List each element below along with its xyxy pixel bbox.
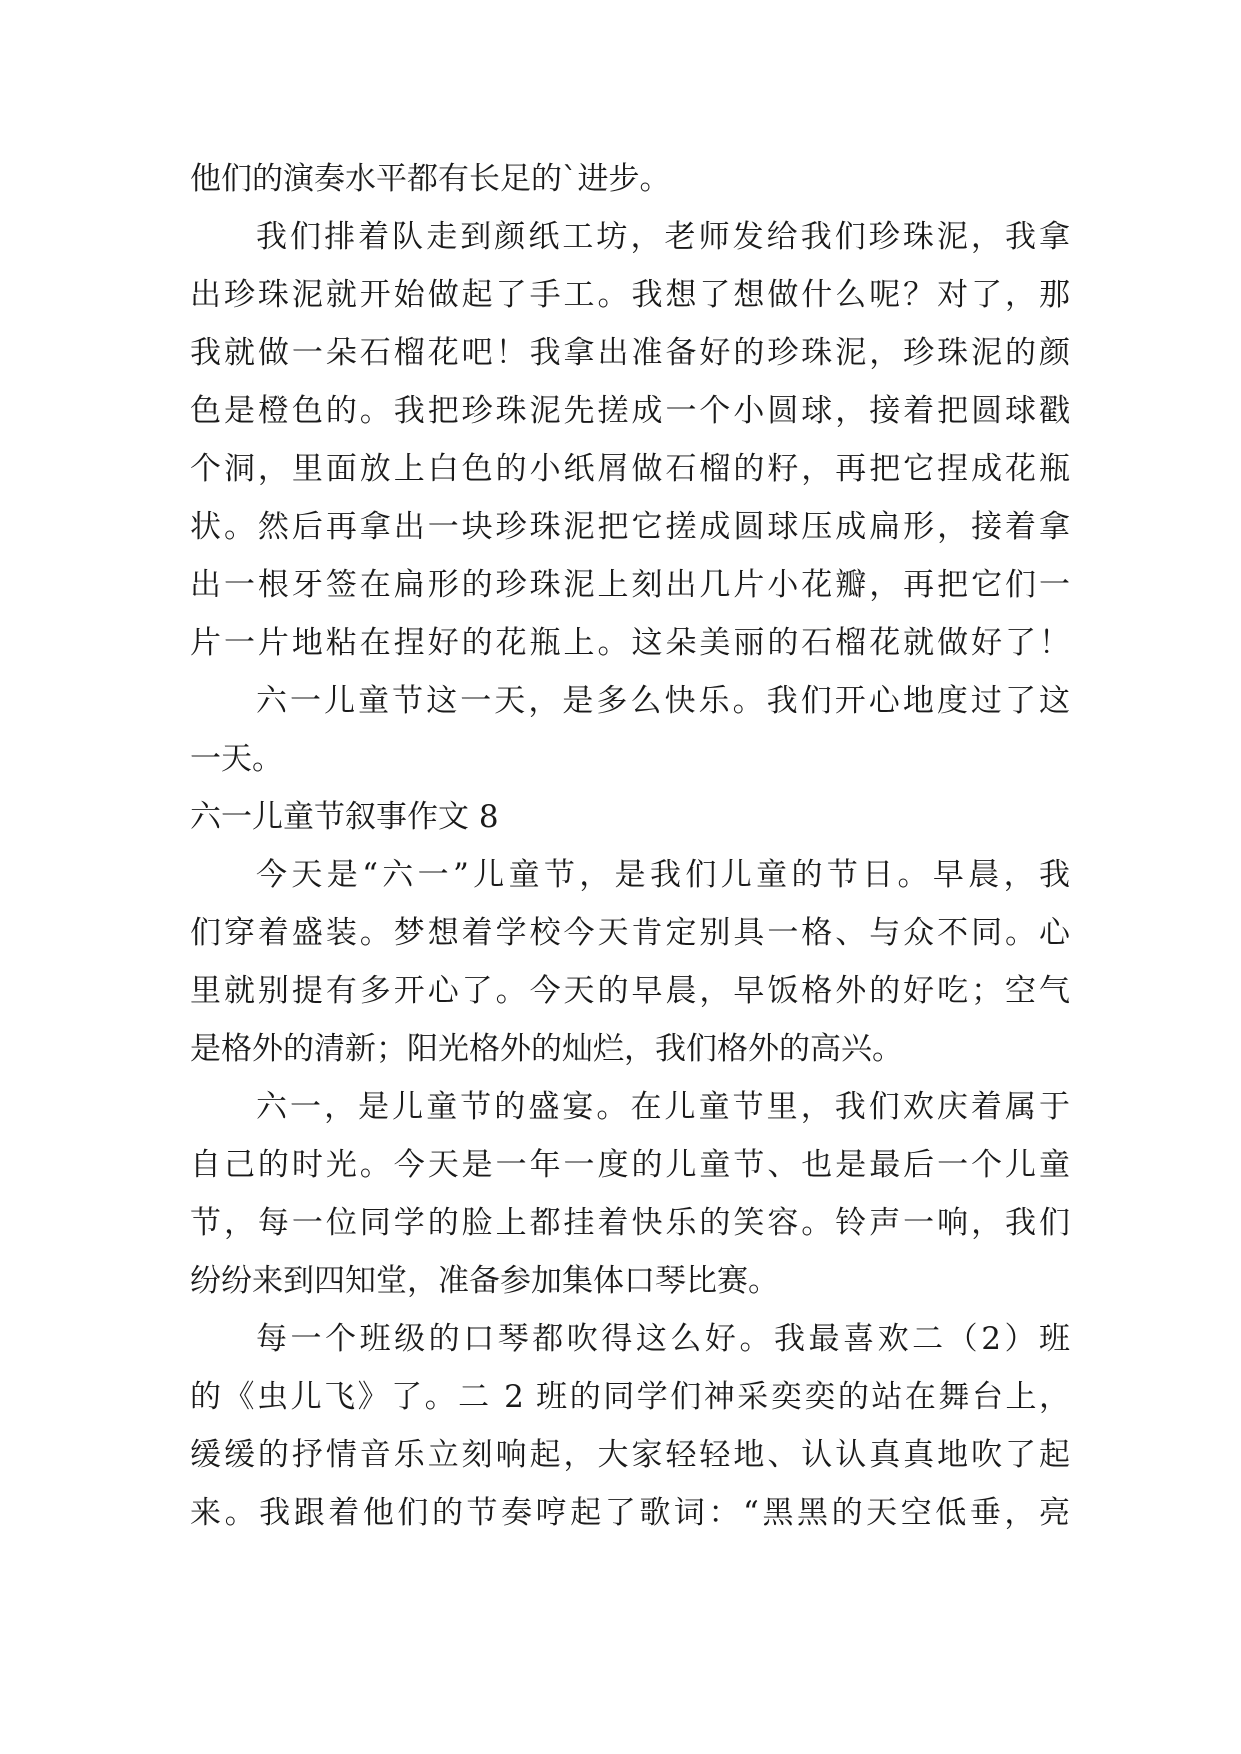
text-line: 色是橙色的。我把珍珠泥先搓成一个小圆球，接着把圆球戳 [190, 393, 1070, 429]
text-line: 出珍珠泥就开始做起了手工。我想了想做什么呢？对了，那 [190, 277, 1070, 313]
paragraph-first-line: 六一，是儿童节的盛宴。在儿童节里，我们欢庆着属于 [256, 1089, 1070, 1125]
text-line: 自己的时光。今天是一年一度的儿童节、也是最后一个儿童 [190, 1147, 1070, 1183]
paragraph-first-line: 今天是“六一”儿童节，是我们儿童的节日。早晨，我 [256, 857, 1070, 893]
text-line: 纷纷来到四知堂，准备参加集体口琴比赛。 [190, 1263, 779, 1299]
paragraph-first-line: 六一儿童节这一天，是多么快乐。我们开心地度过了这 [256, 683, 1070, 719]
text-line: 节，每一位同学的脸上都挂着快乐的笑容。铃声一响，我们 [190, 1205, 1070, 1241]
text-line: 一天。 [190, 741, 283, 777]
text-line: 的《虫儿飞》了。二 2 班的同学们神采奕奕的站在舞台上， [190, 1379, 1070, 1415]
text-line: 出一根牙签在扁形的珍珠泥上刻出几片小花瓣，再把它们一 [190, 567, 1070, 603]
text-line: 里就别提有多开心了。今天的早晨，早饭格外的好吃；空气 [190, 973, 1070, 1009]
section-heading: 六一儿童节叙事作文 8 [190, 799, 499, 835]
text-line: 缓缓的抒情音乐立刻响起，大家轻轻地、认认真真地吹了起 [190, 1437, 1070, 1473]
text-line: 我就做一朵石榴花吧！我拿出准备好的珍珠泥，珍珠泥的颜 [190, 335, 1070, 371]
text-line: 状。然后再拿出一块珍珠泥把它搓成圆球压成扁形，接着拿 [190, 509, 1070, 545]
text-line: 来。我跟着他们的节奏哼起了歌词：“黑黑的天空低垂，亮 [190, 1495, 1070, 1531]
paragraph-first-line: 每一个班级的口琴都吹得这么好。我最喜欢二（2）班 [256, 1321, 1070, 1357]
text-line: 们穿着盛装。梦想着学校今天肯定别具一格、与众不同。心 [190, 915, 1070, 951]
paragraph-first-line: 我们排着队走到颜纸工坊，老师发给我们珍珠泥，我拿 [256, 219, 1070, 255]
text-line: 个洞，里面放上白色的小纸屑做石榴的籽，再把它捏成花瓶 [190, 451, 1070, 487]
text-line: 片一片地粘在捏好的花瓶上。这朵美丽的石榴花就做好了！ [190, 625, 1070, 661]
text-line: 他们的演奏水平都有长足的`进步。 [190, 161, 671, 197]
text-line: 是格外的清新；阳光格外的灿烂，我们格外的高兴。 [190, 1031, 903, 1067]
